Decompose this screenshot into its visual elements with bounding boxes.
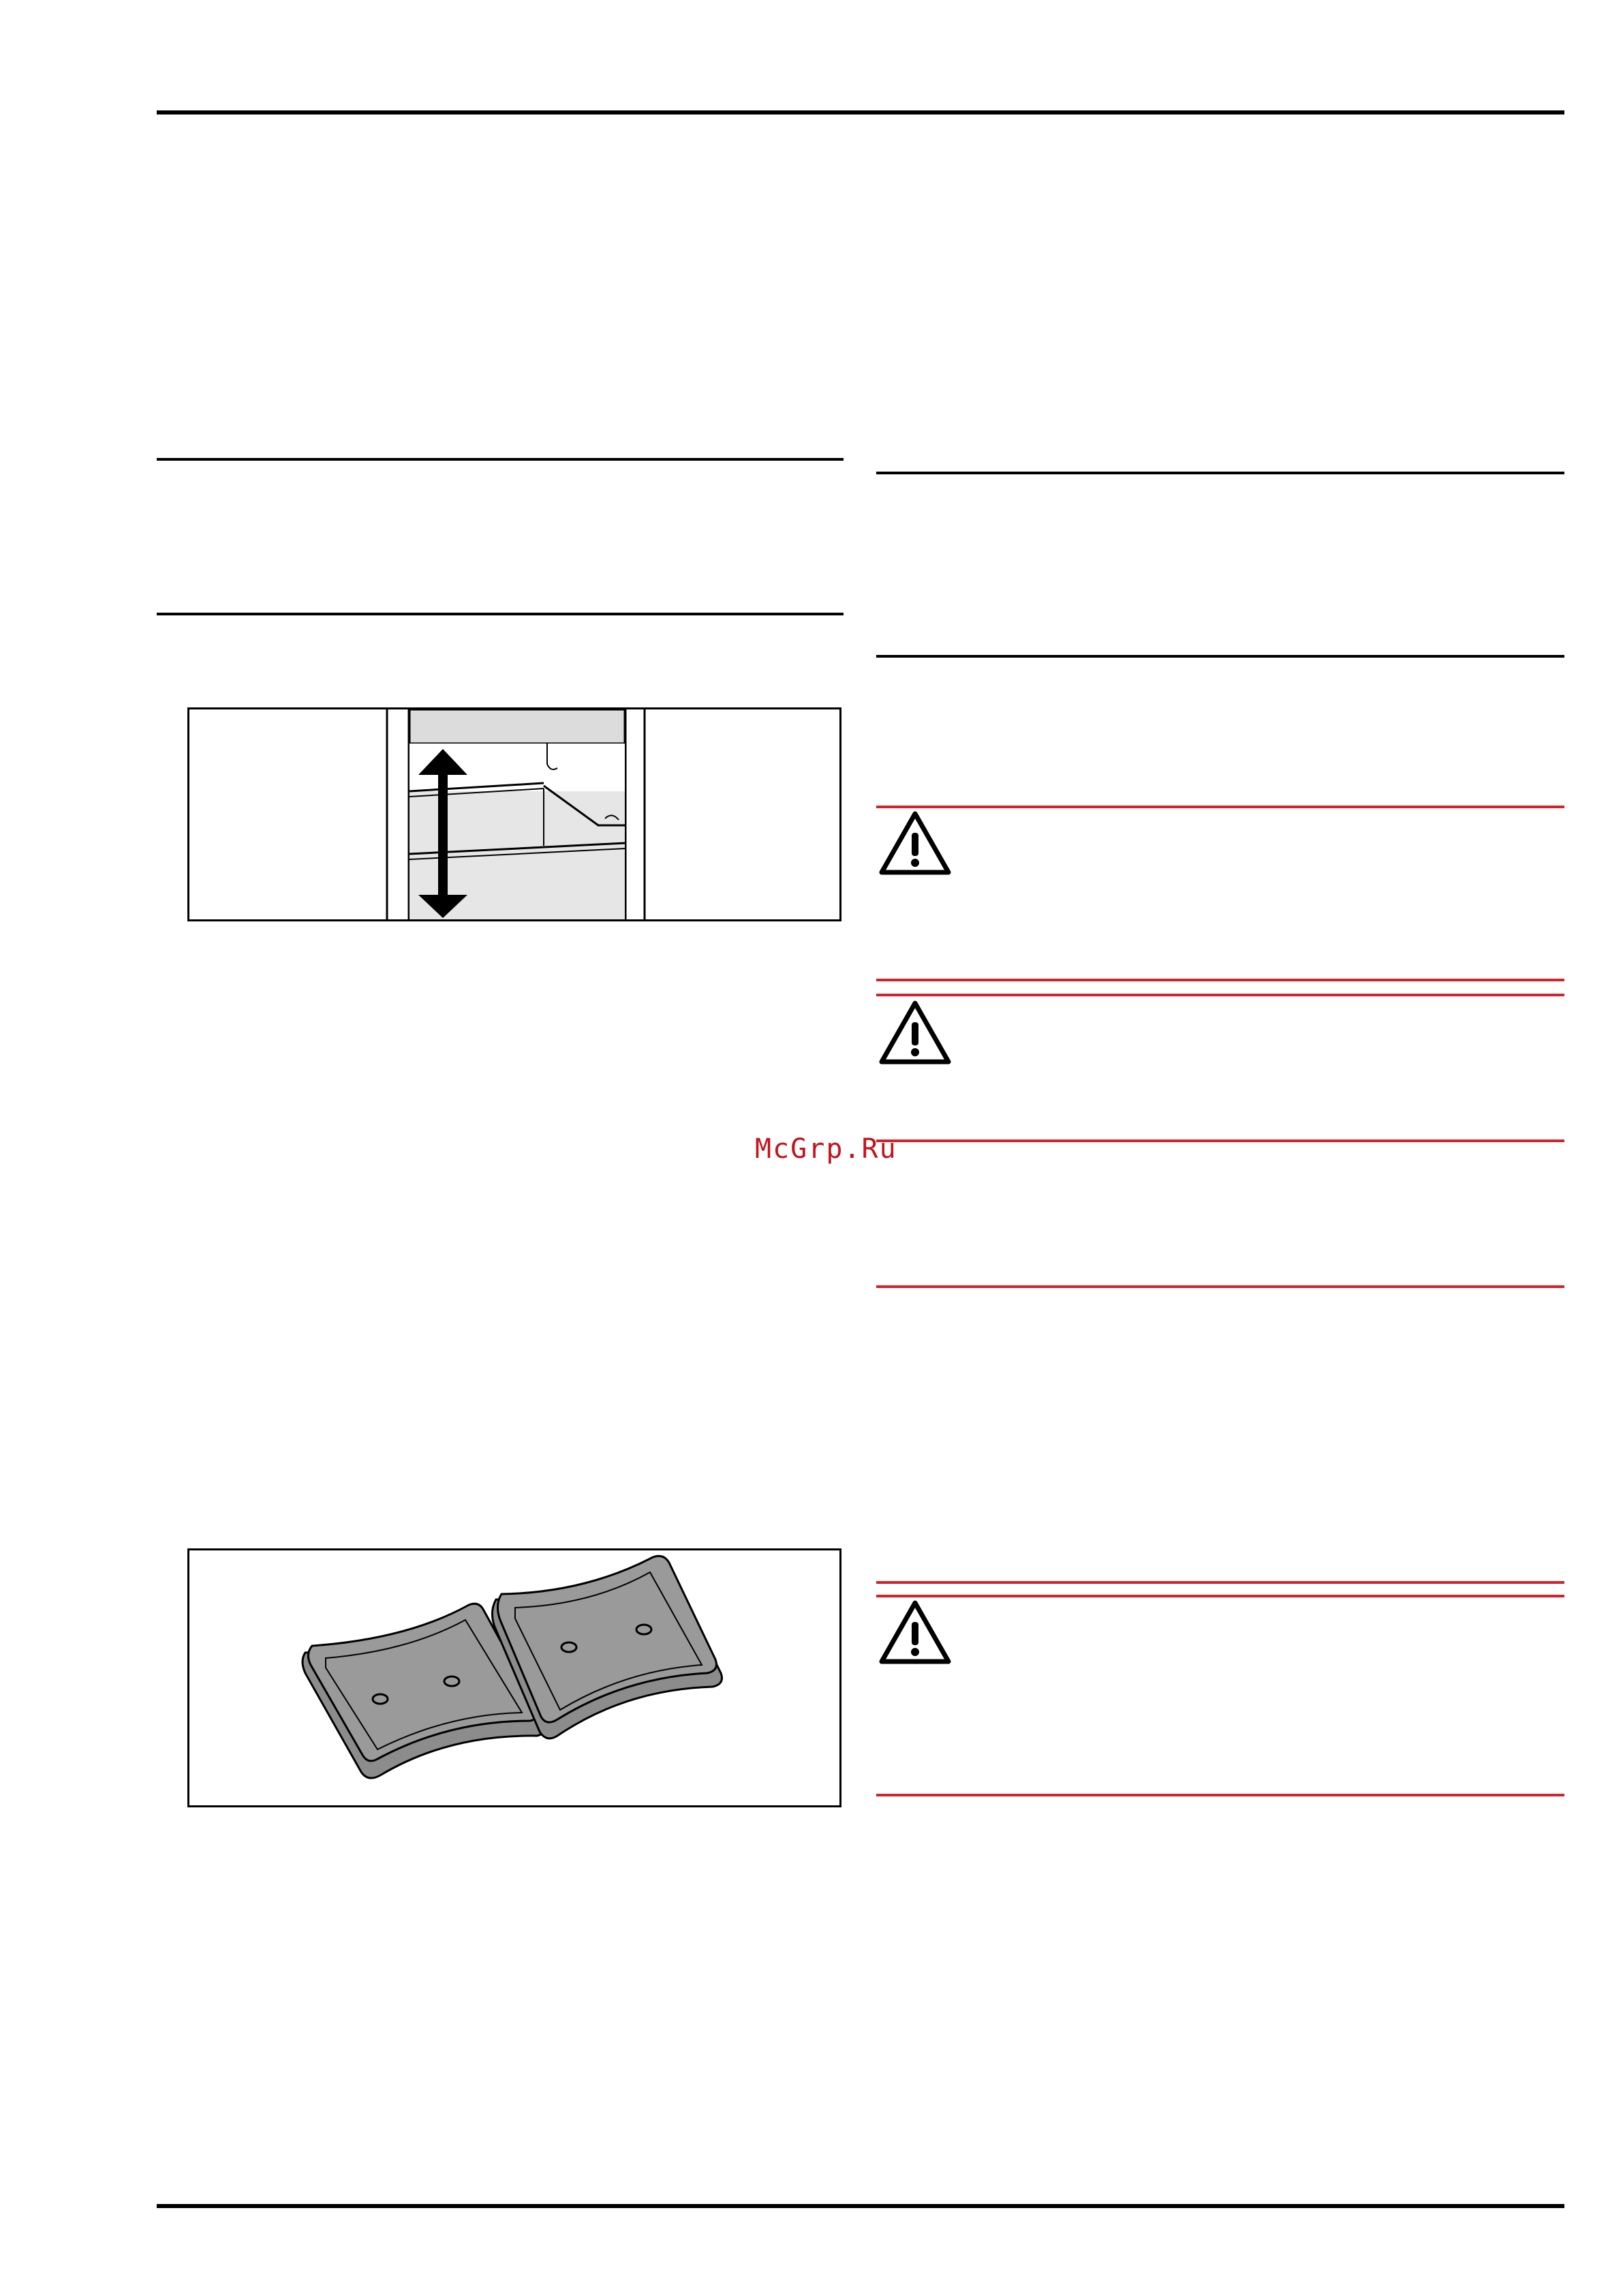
warning-triangle-icon — [878, 999, 953, 1067]
warning-1-top-rule — [876, 806, 1564, 808]
footer-rule — [157, 2204, 1564, 2208]
header-rule — [157, 110, 1564, 114]
warning-3-top-rule-2 — [876, 1595, 1564, 1597]
warning-3-top-rule — [876, 1581, 1564, 1584]
note-red-rule — [876, 1285, 1564, 1288]
warning-triangle-icon — [878, 1599, 953, 1667]
warning-triangle-icon — [878, 810, 953, 878]
rubber-pads-figure — [187, 1548, 841, 1807]
warning-1-bottom-rule — [876, 979, 1564, 981]
shelf-adjust-figure — [187, 707, 841, 921]
left-section-rule-1 — [157, 458, 844, 461]
warning-2-top-rule — [876, 994, 1564, 996]
right-section-rule-2 — [876, 655, 1564, 658]
warning-3-bottom-rule — [876, 1794, 1564, 1796]
left-section-rule-2 — [157, 613, 844, 615]
right-section-rule-1 — [876, 472, 1564, 474]
warning-2-bottom-rule — [876, 1139, 1564, 1142]
watermark: McGrp.Ru — [755, 1133, 897, 1165]
